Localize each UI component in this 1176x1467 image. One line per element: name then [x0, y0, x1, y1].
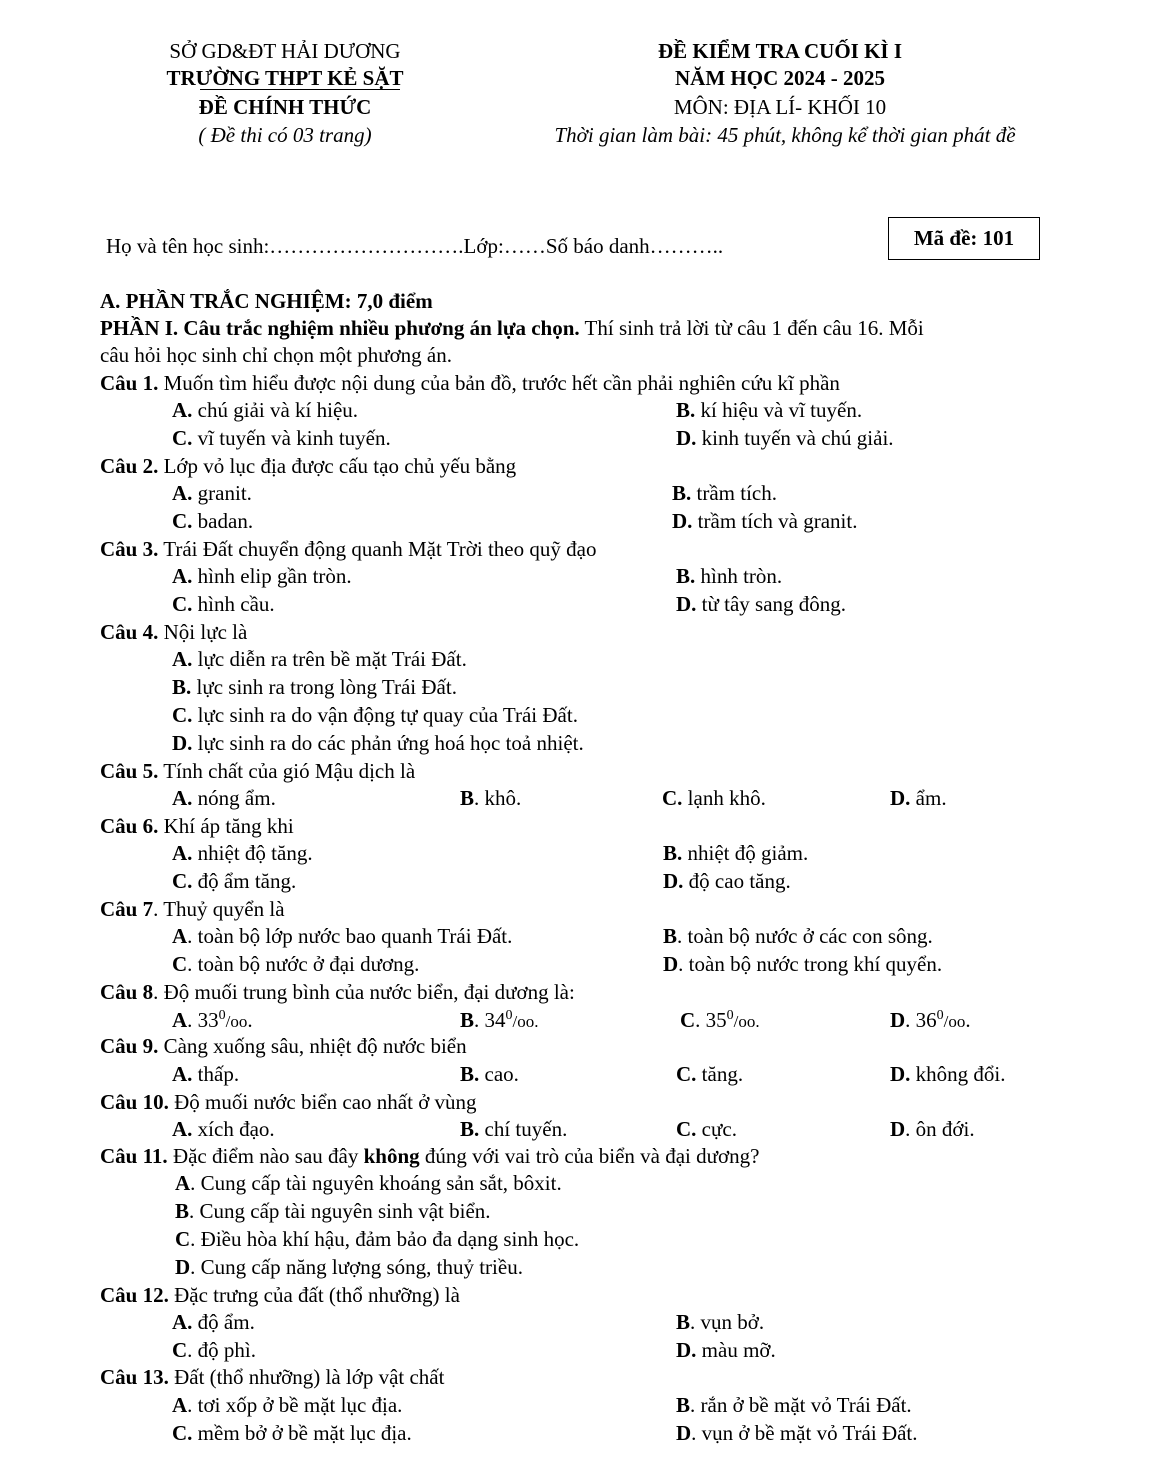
question-label: Câu 11.	[100, 1144, 168, 1168]
part1-title: PHẦN I. Câu trắc nghiệm nhiều phương án lựa chọn.	[100, 316, 580, 340]
option-4c[interactable]	[172, 702, 578, 729]
option-text: hình elip gần tròn.	[192, 564, 352, 588]
question-3	[100, 536, 596, 563]
option-label: D.	[663, 869, 684, 893]
option-text: kí hiệu và vĩ tuyến.	[695, 398, 863, 422]
option-label: C.	[662, 786, 683, 810]
option-10d[interactable]	[890, 1116, 975, 1143]
pages-note: ( Đề thi có 03 trang)	[198, 123, 372, 147]
option-11a[interactable]	[175, 1170, 562, 1197]
option-text: nóng ẩm.	[192, 786, 276, 810]
option-label: A	[172, 924, 188, 948]
permille-sign: /oo	[943, 1012, 966, 1031]
option-text: chú giải và kí hiệu.	[192, 398, 359, 422]
option-label: D	[890, 1008, 906, 1032]
superscript: 0	[726, 1008, 734, 1023]
option-label: B.	[460, 1062, 480, 1086]
question-4	[100, 619, 247, 646]
option-label: D.	[676, 592, 697, 616]
option-text: lực sinh ra trong lòng Trái Đất.	[191, 675, 457, 699]
option-3c[interactable]	[172, 591, 275, 618]
option-text: . toàn bộ lớp nước bao quanh Trái Đất.	[187, 924, 513, 948]
option-text: thấp.	[192, 1062, 240, 1086]
option-text: . Cung cấp tài nguyên khoáng sản sắt, bôxit.	[190, 1171, 562, 1195]
option-text: . khô.	[474, 786, 522, 810]
question-5	[100, 758, 415, 785]
subject-line: MÔN: ĐỊA LÍ- KHỐI 10	[673, 95, 887, 119]
option-label: C.	[172, 592, 193, 616]
option-text: xích đạo.	[192, 1117, 275, 1141]
option-label: A.	[172, 481, 193, 505]
question-text: Trái Đất chuyển động quanh Mặt Trời theo quỹ đạo	[158, 537, 597, 561]
option-label: A.	[172, 841, 193, 865]
option-label: B.	[460, 1117, 480, 1141]
official-label: ĐỀ CHÍNH THỨC	[198, 95, 372, 119]
option-4d[interactable]	[172, 730, 584, 757]
school-year: NĂM HỌC 2024 - 2025	[675, 66, 885, 90]
option-label: A	[172, 1393, 188, 1417]
question-text: . Thuỷ quyển là	[153, 897, 285, 921]
option-label: C.	[172, 426, 193, 450]
question-label: Câu 4.	[100, 620, 159, 644]
option-text: cao.	[479, 1062, 519, 1086]
option-13b[interactable]	[676, 1392, 912, 1419]
option-9d[interactable]	[890, 1061, 1006, 1088]
option-end: .	[965, 1008, 971, 1032]
option-label: C	[175, 1227, 191, 1251]
question-text: Đặc trưng của đất (thổ nhưỡng) là	[168, 1283, 460, 1307]
question-label: Câu 13.	[100, 1365, 169, 1389]
school-name: TRƯỜNG THPT KẺ SẶT	[166, 66, 404, 90]
option-6b[interactable]	[663, 840, 808, 867]
option-label: A	[175, 1171, 191, 1195]
option-text: hình tròn.	[695, 564, 783, 588]
question-label: Câu 3.	[100, 537, 159, 561]
question-text: Đặc điểm nào sau đây	[167, 1144, 364, 1168]
option-label: B.	[676, 564, 696, 588]
option-label: A.	[172, 398, 193, 422]
option-5c[interactable]	[662, 785, 766, 812]
option-label: A.	[172, 564, 193, 588]
option-text: tăng.	[696, 1062, 744, 1086]
option-9b[interactable]	[460, 1061, 519, 1088]
option-label: A.	[172, 786, 193, 810]
question-text: Đất (thổ nhưỡng) là lớp vật chất	[168, 1365, 445, 1389]
permille-sign: /oo.	[733, 1012, 760, 1031]
question-label: Câu 5.	[100, 759, 159, 783]
option-7c[interactable]	[172, 951, 419, 978]
option-text: chí tuyến.	[479, 1117, 568, 1141]
option-label: A	[172, 1008, 188, 1032]
option-8a[interactable]	[172, 1007, 253, 1035]
question-2	[100, 453, 516, 480]
option-label: C.	[676, 1117, 697, 1141]
option-3b[interactable]	[676, 563, 782, 590]
part1-instruction-line2: câu hỏi học sinh chỉ chọn một phương án.	[100, 343, 453, 367]
option-label: B	[676, 1393, 691, 1417]
question-1	[100, 370, 840, 397]
option-text: kinh tuyến và chú giải.	[696, 426, 894, 450]
option-label: D	[890, 1117, 906, 1141]
option-12a[interactable]	[172, 1309, 255, 1336]
option-label: A.	[172, 647, 193, 671]
option-text: . 34	[474, 1008, 506, 1032]
option-text: nhiệt độ giảm.	[682, 841, 809, 865]
option-6c[interactable]	[172, 868, 296, 895]
option-label: C.	[172, 509, 193, 533]
option-text: . rắn ở bề mặt vỏ Trái Đất.	[690, 1393, 912, 1417]
option-3d[interactable]	[676, 591, 846, 618]
option-text: . 35	[695, 1008, 727, 1032]
question-text: Lớp vỏ lục địa được cấu tạo chủ yếu bằng	[158, 454, 517, 478]
part1-instruction-text: Thí sinh trả lời từ câu 1 đến câu 16. Mỗi	[579, 316, 924, 340]
question-text: Tính chất của gió Mậu dịch là	[158, 759, 416, 783]
time-note: Thời gian làm bài: 45 phút, không kể thời gian phát đề	[554, 123, 1016, 147]
option-label: C.	[172, 869, 193, 893]
option-6a[interactable]	[172, 840, 313, 867]
option-label: D	[663, 952, 679, 976]
exam-code-box: Mã đề: 101	[888, 217, 1040, 260]
question-text: Nội lực là	[158, 620, 248, 644]
option-text: trầm tích và granit.	[692, 509, 858, 533]
option-10c[interactable]	[676, 1116, 737, 1143]
question-text: Càng xuống sâu, nhiệt độ nước biển	[158, 1034, 467, 1058]
option-label: B	[663, 924, 678, 948]
option-label: D.	[890, 786, 911, 810]
option-13d[interactable]	[676, 1420, 918, 1447]
section-a-title: A. PHẦN TRẮC NGHIỆM: 7,0 điểm	[100, 289, 433, 313]
option-label: C.	[172, 1421, 193, 1445]
option-label: B	[460, 1008, 475, 1032]
option-7b[interactable]	[663, 923, 933, 950]
option-text: . toàn bộ nước ở đại dương.	[187, 952, 420, 976]
option-text: . Cung cấp năng lượng sóng, thuỷ triều.	[190, 1255, 523, 1279]
option-text: . toàn bộ nước ở các con sông.	[677, 924, 933, 948]
option-text: . toàn bộ nước trong khí quyển.	[678, 952, 943, 976]
option-1c[interactable]	[172, 425, 391, 452]
question-text: . Độ muối trung bình của nước biển, đại dương là:	[153, 980, 575, 1004]
option-text: . Điều hòa khí hậu, đảm bảo đa dạng sinh học.	[190, 1227, 580, 1251]
option-1a[interactable]	[172, 397, 358, 424]
option-5a[interactable]	[172, 785, 276, 812]
option-label: D	[175, 1255, 191, 1279]
option-text: badan.	[192, 509, 254, 533]
option-label: B.	[672, 481, 692, 505]
department-name: SỞ GD&ĐT HẢI DƯƠNG	[169, 39, 401, 63]
option-text: trầm tích.	[691, 481, 777, 505]
option-label: D	[676, 1421, 692, 1445]
option-text: ẩm.	[910, 786, 947, 810]
superscript: 0	[936, 1008, 944, 1023]
option-10b[interactable]	[460, 1116, 567, 1143]
option-11b[interactable]	[175, 1198, 491, 1225]
question-text: Muốn tìm hiểu được nội dung của bản đồ, trước hết cần phải nghiên cứu kĩ phần	[158, 371, 840, 395]
question-10	[100, 1089, 477, 1116]
question-label: Câu 7	[100, 897, 154, 921]
question-11	[100, 1143, 759, 1170]
question-text: Độ muối nước biển cao nhất ở vùng	[168, 1090, 477, 1114]
question-label: Câu 2.	[100, 454, 159, 478]
option-7a[interactable]	[172, 923, 512, 950]
question-label: Câu 12.	[100, 1283, 169, 1307]
question-13	[100, 1364, 444, 1391]
option-8b[interactable]	[460, 1007, 539, 1035]
option-2b[interactable]	[672, 480, 777, 507]
option-text: . độ phì.	[187, 1338, 257, 1362]
option-text: . vụn bở.	[690, 1310, 765, 1334]
option-label: B	[460, 786, 475, 810]
option-label: B.	[172, 675, 192, 699]
option-label: C	[172, 1338, 188, 1362]
question-text-rest: đúng với vai trò của biển và đại dương?	[419, 1144, 760, 1168]
option-label: A.	[172, 1310, 193, 1334]
option-label: C	[680, 1008, 696, 1032]
option-text: granit.	[192, 481, 252, 505]
option-text: . Cung cấp tài nguyên sinh vật biển.	[189, 1199, 491, 1223]
option-text: . 36	[905, 1008, 937, 1032]
option-12d[interactable]	[676, 1337, 776, 1364]
question-8	[100, 979, 575, 1006]
option-5b[interactable]	[460, 785, 521, 812]
option-label: A.	[172, 1117, 193, 1141]
option-11d[interactable]	[175, 1254, 523, 1281]
option-10a[interactable]	[172, 1116, 275, 1143]
question-emphasis: không	[363, 1144, 420, 1168]
option-label: D.	[890, 1062, 911, 1086]
option-3a[interactable]	[172, 563, 352, 590]
question-7	[100, 896, 285, 923]
option-13c[interactable]	[172, 1420, 412, 1447]
question-label: Câu 8	[100, 980, 154, 1004]
option-2d[interactable]	[672, 508, 857, 535]
option-8c[interactable]	[680, 1007, 760, 1035]
question-12	[100, 1282, 460, 1309]
option-label: D.	[172, 731, 193, 755]
option-label: D.	[676, 426, 697, 450]
option-12c[interactable]	[172, 1337, 256, 1364]
option-7d[interactable]	[663, 951, 942, 978]
question-label: Câu 10.	[100, 1090, 169, 1114]
option-text: độ cao tăng.	[683, 869, 791, 893]
option-text: . 33	[187, 1008, 219, 1032]
option-text: lực diễn ra trên bề mặt Trái Đất.	[192, 647, 467, 671]
option-text: lực sinh ra do các phản ứng hoá học toả nhiệt.	[192, 731, 584, 755]
part1-instruction	[100, 315, 924, 342]
question-6	[100, 813, 294, 840]
option-text: lực sinh ra do vận động tự quay của Trái Đất.	[192, 703, 578, 727]
question-label: Câu 6.	[100, 814, 159, 838]
option-9c[interactable]	[676, 1061, 743, 1088]
option-text: màu mỡ.	[696, 1338, 776, 1362]
student-info-line: Họ và tên học sinh:……………………….Lớp:……Số báo danh………..	[106, 234, 724, 258]
option-label: B	[175, 1199, 190, 1223]
permille-sign: /oo	[225, 1012, 248, 1031]
option-2a[interactable]	[172, 480, 252, 507]
option-text: mềm bở ở bề mặt lục địa.	[192, 1421, 412, 1445]
option-text: nhiệt độ tăng.	[192, 841, 313, 865]
option-text: . vụn ở bề mặt vỏ Trái Đất.	[691, 1421, 918, 1445]
option-2c[interactable]	[172, 508, 253, 535]
option-label: B.	[663, 841, 683, 865]
option-label: A.	[172, 1062, 193, 1086]
question-text: Khí áp tăng khi	[158, 814, 294, 838]
option-11c[interactable]	[175, 1226, 579, 1253]
option-label: D.	[672, 509, 693, 533]
option-text: độ ẩm tăng.	[192, 869, 297, 893]
exam-title: ĐỀ KIỂM TRA CUỐI KÌ I	[657, 39, 903, 63]
option-label: C	[172, 952, 188, 976]
option-4b[interactable]	[172, 674, 457, 701]
option-4a[interactable]	[172, 646, 467, 673]
option-label: C.	[676, 1062, 697, 1086]
option-1d[interactable]	[676, 425, 894, 452]
option-text: từ tây sang đông.	[696, 592, 847, 616]
option-12b[interactable]	[676, 1309, 764, 1336]
question-label: Câu 1.	[100, 371, 159, 395]
superscript: 0	[505, 1008, 513, 1023]
school-underline	[200, 89, 400, 91]
option-5d[interactable]	[890, 785, 947, 812]
option-6d[interactable]	[663, 868, 791, 895]
option-text: cực.	[696, 1117, 737, 1141]
question-9	[100, 1033, 467, 1060]
option-8d[interactable]	[890, 1007, 971, 1035]
option-text: không đổi.	[910, 1062, 1006, 1086]
option-text: hình cầu.	[192, 592, 275, 616]
option-1b[interactable]	[676, 397, 862, 424]
option-end: .	[247, 1008, 253, 1032]
option-label: D.	[676, 1338, 697, 1362]
question-label: Câu 9.	[100, 1034, 159, 1058]
option-text: độ ẩm.	[192, 1310, 255, 1334]
option-9a[interactable]	[172, 1061, 239, 1088]
option-13a[interactable]	[172, 1392, 402, 1419]
option-label: B.	[676, 398, 696, 422]
option-label: C.	[172, 703, 193, 727]
option-text: lạnh khô.	[682, 786, 766, 810]
option-text: vĩ tuyến và kinh tuyến.	[192, 426, 391, 450]
permille-sign: /oo.	[512, 1012, 539, 1031]
option-label: B	[676, 1310, 691, 1334]
option-text: . ôn đới.	[905, 1117, 975, 1141]
option-text: . tơi xốp ở bề mặt lục địa.	[187, 1393, 403, 1417]
superscript: 0	[218, 1008, 226, 1023]
